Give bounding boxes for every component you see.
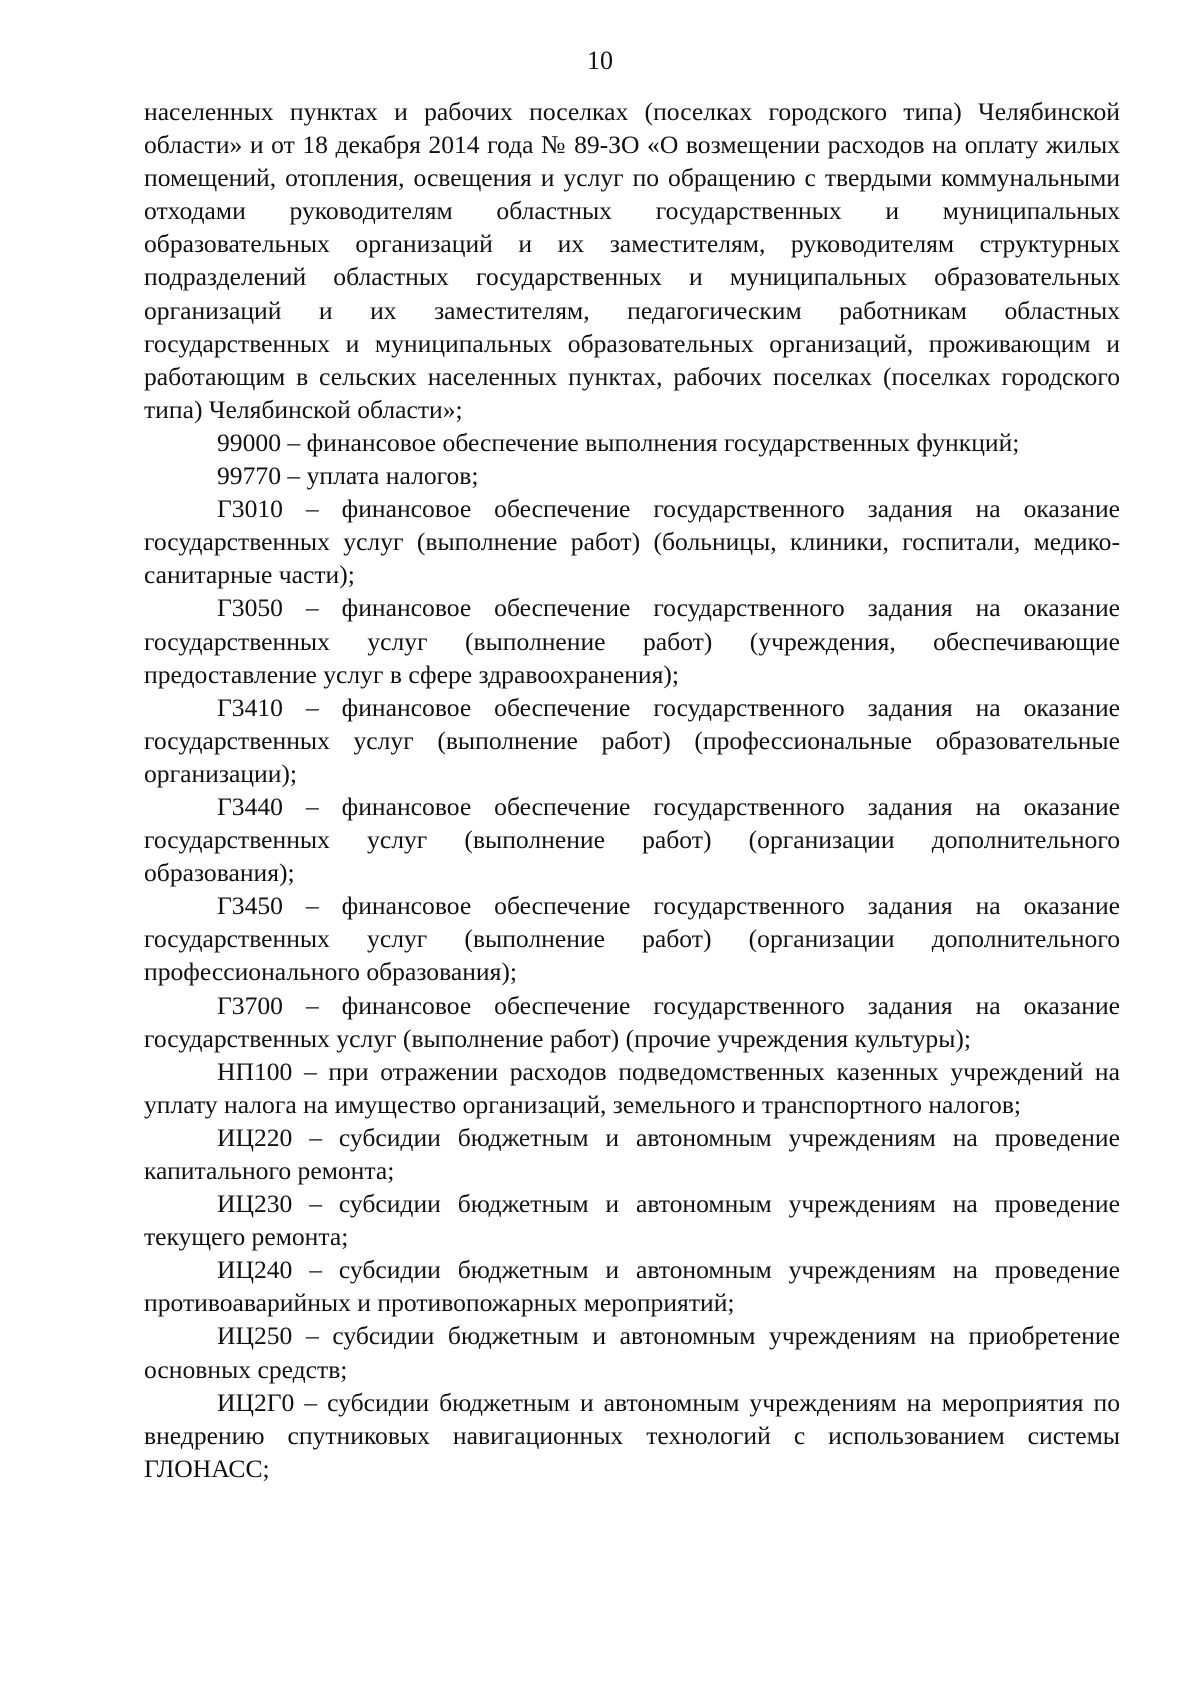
code-item-99000: 99000 – финансовое обеспечение выполнения государственных функций; (217, 427, 1020, 457)
code-item-g3050: Г3050 – финансовое обеспечение государственного задания на оказание государственных услуг (выполнение работ) (учреждения, обеспечивающие предоставление услуг в сфере здравоохранения); (144, 593, 1120, 689)
document-body (144, 95, 1120, 1485)
code-item-g3010: Г3010 – финансовое обеспечение государственного задания на оказание государственных услуг (выполнение работ) (больницы, клиники, госпитали, медико-санитарные части); (144, 494, 1120, 590)
intro-paragraph: населенных пунктах и рабочих поселках (поселках городского типа) Челябинской области» и от 18 декабря 2014 года № 89-ЗО «О возмещении расходов на оплату жилых помещений, отопления, освещения и услуг по обращению с твердыми коммунальными отходами руководителям областных государственных и муниципальных образовательных организаций и их заместителям, руководителям структурных подразделений областных государственных и муниципальных образовательных организаций и их заместителям, педагогическим работникам областных государственных и муниципальных образовательных организаций, проживающим и работающим в сельских населенных пунктах, рабочих поселках (поселках городского типа) Челябинской области»; (144, 97, 1120, 424)
page-number: 10 (587, 46, 613, 75)
code-item-ic240: ИЦ240 – субсидии бюджетным и автономным учреждениям на проведение противоаварийных и противопожарных мероприятий; (144, 1255, 1120, 1318)
code-item-g3450: Г3450 – финансовое обеспечение государственного задания на оказание государственных услуг (выполнение работ) (организации дополнительного профессионального образования); (144, 891, 1120, 987)
code-item-g3440: Г3440 – финансовое обеспечение государственного задания на оказание государственных услуг (выполнение работ) (организации дополнительного образования); (144, 791, 1120, 888)
code-item-g3700: Г3700 – финансовое обеспечение государственного задания на оказание государственных услуг (выполнение работ) (прочие учреждения культуры); (144, 990, 1120, 1053)
code-item-g3410: Г3410 – финансовое обеспечение государственного задания на оказание государственных услуг (выполнение работ) (профессиональные образовательные организации); (144, 692, 1120, 788)
code-item-ic220: ИЦ220 – субсидии бюджетным и автономным учреждениям на проведение капитального ремонта; (144, 1122, 1120, 1185)
code-item-ic230: ИЦ230 – субсидии бюджетным и автономным учреждениям на проведение текущего ремонта; (144, 1189, 1120, 1252)
code-item-np100: НП100 – при отражении расходов подведомственных казенных учреждений на уплату налога на имущество организаций, земельного и транспортного налогов; (144, 1056, 1120, 1119)
code-item-ic2g0: ИЦ2Г0 – субсидии бюджетным и автономным учреждениям на мероприятия по внедрению спутниковых навигационных технологий с использованием системы ГЛОНАСС; (144, 1387, 1120, 1483)
code-item-ic250: ИЦ250 – субсидии бюджетным и автономным учреждениям на приобретение основных средств; (144, 1321, 1120, 1384)
code-item-99770: 99770 – уплата налогов; (217, 461, 479, 491)
